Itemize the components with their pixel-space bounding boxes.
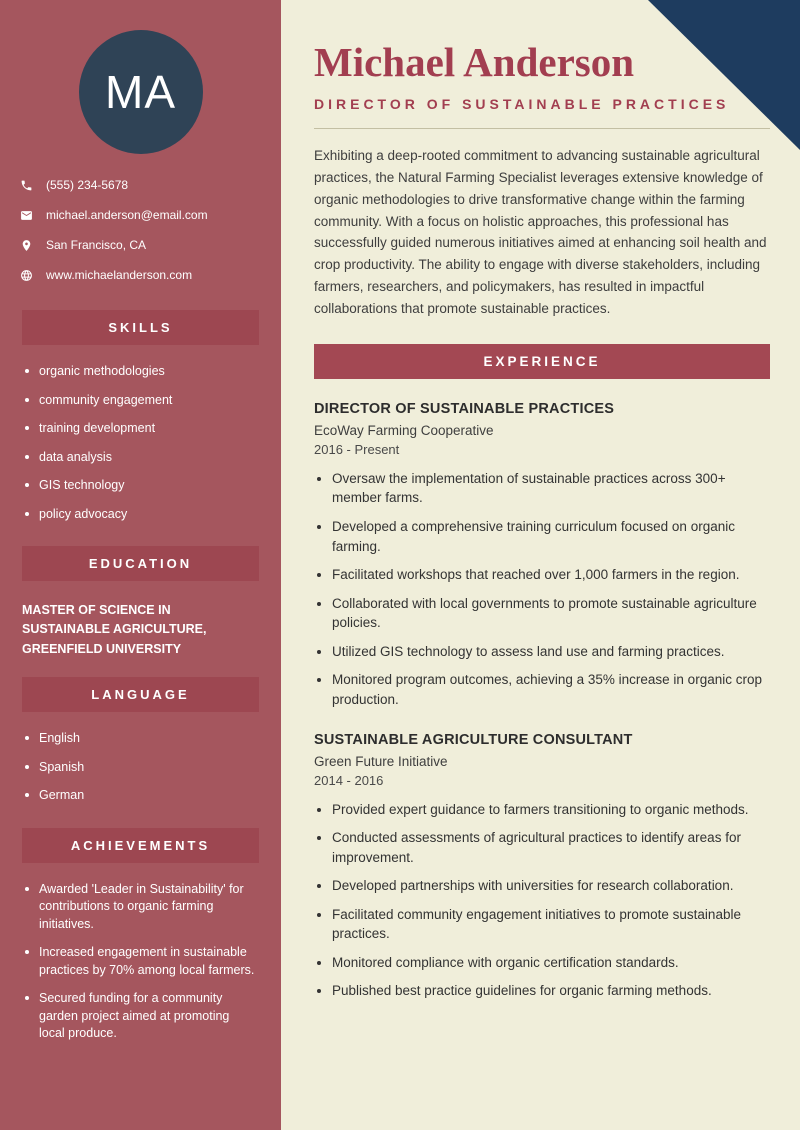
experience-heading: EXPERIENCE: [314, 344, 770, 379]
job-dates: 2016 - Present: [314, 441, 400, 457]
language-item: English: [24, 730, 257, 748]
job-bullet: • Facilitated workshops that reached over 1,000 farmers in the region.: [332, 565, 770, 585]
job-bullet: • Collaborated with local governments to promote sustainable agriculture policies.: [332, 594, 770, 633]
job-entry: [314, 732, 770, 1002]
job-title: DIRECTOR OF SUSTAINABLE PRACTICES: [314, 400, 615, 417]
contact-phone-text: (555) 234-5678: [46, 178, 129, 192]
contact-email: [0, 208, 281, 222]
contact-website: [0, 268, 281, 282]
contact-location-text: San Francisco, CA: [46, 238, 147, 252]
job-bullet: • Monitored compliance with organic certification standards.: [332, 953, 770, 973]
contact-location: [0, 238, 281, 252]
contact-phone: [0, 178, 281, 192]
job-bullet-list: [332, 800, 770, 1002]
achievement-item: Awarded 'Leader in Sustainability' for contributions to organic farming initiatives.: [24, 881, 257, 934]
skills-list: [0, 345, 281, 546]
skills-heading: SKILLS: [22, 310, 259, 345]
skill-item: policy advocacy: [24, 506, 257, 524]
achievements-list: [0, 863, 281, 1066]
phone-icon: [20, 179, 33, 192]
skill-item: organic methodologies: [24, 363, 257, 381]
job-bullet-list: [332, 469, 770, 710]
language-item: Spanish: [24, 759, 257, 777]
contact-list: [0, 178, 281, 282]
avatar-initials: MA: [105, 66, 176, 118]
job-entry: [314, 401, 770, 710]
skill-item: GIS technology: [24, 477, 257, 495]
skill-item: data analysis: [24, 449, 257, 467]
job-role-subtitle: DIRECTOR OF SUSTAINABLE PRACTICES: [314, 96, 770, 129]
contact-website-text: www.michaelanderson.com: [46, 268, 193, 282]
job-title: SUSTAINABLE AGRICULTURE CONSULTANT: [314, 731, 633, 748]
education-text: MASTER OF SCIENCE IN SUSTAINABLE AGRICULTURE, GREENFIELD UNIVERSITY: [22, 603, 207, 656]
skill-item: training development: [24, 420, 257, 438]
job-bullet: • Conducted assessments of agricultural practices to identify areas for improvement.: [332, 828, 770, 867]
globe-icon: [20, 269, 33, 282]
summary-paragraph: Exhibiting a deep-rooted commitment to advancing sustainable agricultural practices, the Natural Farming Specialist leverages extensive knowledge of organic methodologies to drive transformative change within the farming community. With a focus on holistic approaches, this professional has successfully guided numerous initiatives aimed at enhancing soil health and crop productivity. The ability to engage with diverse stakeholders, including farmers, researchers, and policymakers, has resulted in impactful collaborations that promote sustainable practices.: [314, 148, 767, 317]
job-bullet: • Developed partnerships with universities for research collaboration.: [332, 876, 770, 896]
education-heading: EDUCATION: [22, 546, 259, 581]
sidebar: [0, 0, 281, 1130]
page-title: Michael Anderson: [314, 39, 635, 85]
job-bullet: • Facilitated community engagement initiatives to promote sustainable practices.: [332, 905, 770, 944]
achievement-item: Secured funding for a community garden project aimed at promoting local produce.: [24, 990, 257, 1043]
job-company: Green Future Initiative: [314, 753, 448, 769]
achievements-heading: ACHIEVEMENTS: [22, 828, 259, 863]
language-list: [0, 712, 281, 828]
job-dates: 2014 - 2016: [314, 772, 384, 788]
contact-email-text: michael.anderson@email.com: [46, 208, 208, 222]
job-bullet: • Utilized GIS technology to assess land use and farming practices.: [332, 642, 770, 662]
achievement-item: Increased engagement in sustainable practices by 70% among local farmers.: [24, 944, 257, 979]
language-item: German: [24, 787, 257, 805]
job-bullet: • Monitored program outcomes, achieving a 35% increase in organic crop production.: [332, 670, 770, 709]
language-heading: LANGUAGE: [22, 677, 259, 712]
job-company: EcoWay Farming Cooperative: [314, 422, 494, 438]
email-icon: [20, 209, 33, 222]
job-bullet: • Developed a comprehensive training curriculum focused on organic farming.: [332, 517, 770, 556]
avatar: [79, 30, 203, 154]
job-bullet: • Provided expert guidance to farmers transitioning to organic methods.: [332, 800, 770, 820]
job-bullet: • Oversaw the implementation of sustainable practices across 300+ member farms.: [332, 469, 770, 508]
main-content: [281, 0, 800, 1130]
skill-item: community engagement: [24, 392, 257, 410]
job-bullet: • Published best practice guidelines for organic farming methods.: [332, 981, 770, 1001]
location-pin-icon: [20, 239, 33, 252]
